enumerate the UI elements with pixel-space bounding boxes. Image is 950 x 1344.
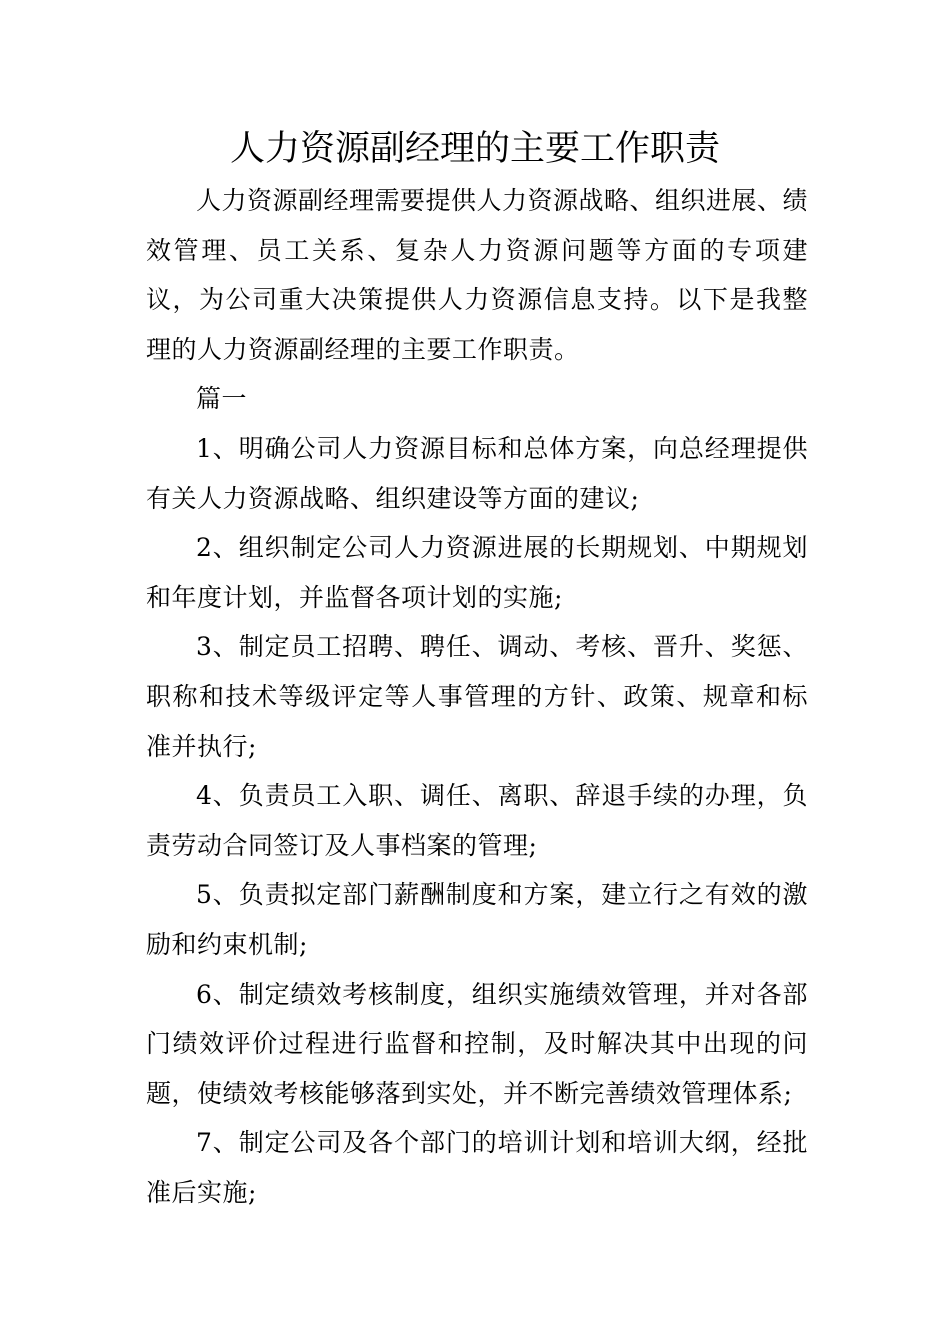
paragraph-intro: 人力资源副经理需要提供人力资源战略、组织进展、绩效管理、员工关系、复杂人力资源问题等方面的专项建议，为公司重大决策提供人力资源信息支持。以下是我整理的人力资源副经理的主要工作职责。 <box>146 186 809 364</box>
duty-item-7: 7、制定公司及各个部门的培训计划和培训大纲，经批准后实施; <box>146 1128 808 1207</box>
duty-item-2: 2、组织制定公司人力资源进展的长期规划、中期规划和年度计划，并监督各项计划的实施; <box>146 533 808 612</box>
duty-item-3: 3、制定员工招聘、聘任、调动、考核、晋升、奖惩、职称和技术等级评定等人事管理的方针、政策、规章和标准并执行; <box>146 632 808 761</box>
duty-item-5: 5、负责拟定部门薪酬制度和方案，建立行之有效的激励和约束机制; <box>146 880 808 959</box>
section-heading: 篇一 <box>196 384 248 414</box>
duty-item-1: 1、明确公司人力资源目标和总体方案，向总经理提供有关人力资源战略、组织建设等方面的建议; <box>146 433 808 513</box>
document-title: 人力资源副经理的主要工作职责 <box>229 129 720 169</box>
duty-item-4: 4、负责员工入职、调任、离职、辞退手续的办理，负责劳动合同签订及人事档案的管理; <box>146 781 808 860</box>
document-body <box>146 176 808 1217</box>
duty-item-6: 6、制定绩效考核制度，组织实施绩效管理，并对各部门绩效评价过程进行监督和控制，及时解决其中出现的问题，使绩效考核能够落到实处，并不断完善绩效管理体系; <box>146 979 808 1108</box>
